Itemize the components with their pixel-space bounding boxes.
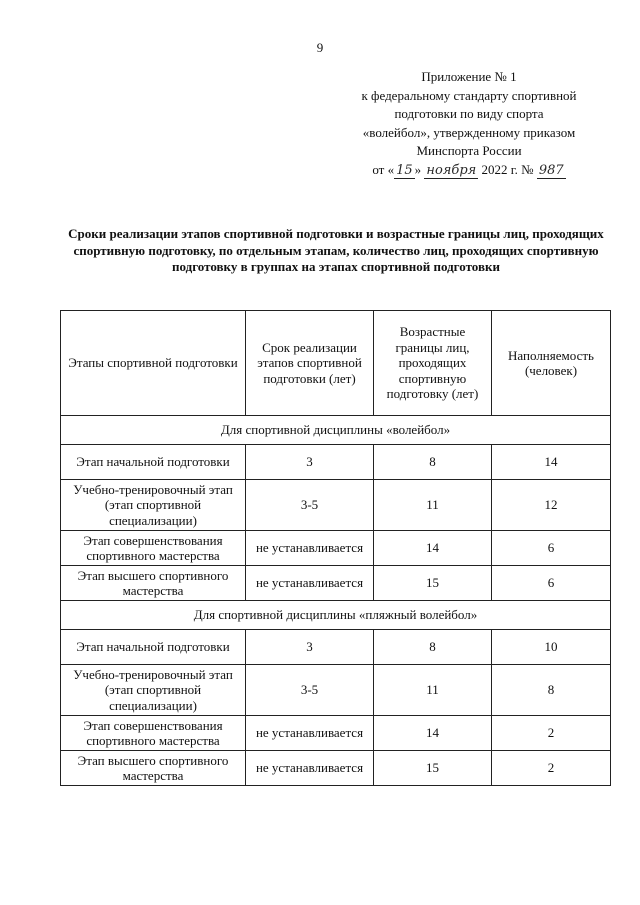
handwritten-order-number: 987 bbox=[538, 162, 564, 178]
cell-stage: Учебно-тренировочный этап (этап спортивной специализации) bbox=[61, 480, 246, 531]
cell-duration: 3-5 bbox=[246, 480, 374, 531]
table-header-row bbox=[61, 311, 611, 416]
document-heading: Сроки реализации этапов спортивной подготовки и возрастные границы лиц, проходящих спортивную подготовку, по отдельным этапам, количество лиц, проходящих спортивную подготовку в группах на этапах спортивной подготовки bbox=[68, 226, 604, 274]
cell-capacity: 6 bbox=[492, 531, 611, 566]
table-row bbox=[61, 480, 611, 531]
cell-age: 8 bbox=[374, 630, 492, 665]
page-number: 9 bbox=[316, 40, 324, 55]
table-row bbox=[61, 630, 611, 665]
appendix-line-3: подготовки по виду спорта bbox=[394, 106, 544, 121]
handwritten-month: ноября bbox=[426, 162, 477, 178]
section-title: Для спортивной дисциплины «пляжный волейбол» bbox=[61, 601, 611, 630]
header-capacity: Наполняемость (человек) bbox=[492, 311, 611, 416]
cell-age: 14 bbox=[374, 716, 492, 751]
cell-capacity: 2 bbox=[492, 716, 611, 751]
cell-age: 11 bbox=[374, 480, 492, 531]
cell-age: 11 bbox=[374, 665, 492, 716]
table-row bbox=[61, 566, 611, 601]
cell-duration: не устанавливается bbox=[246, 566, 374, 601]
cell-stage: Этап совершенствования спортивного мастерства bbox=[61, 531, 246, 566]
appendix-block bbox=[330, 68, 608, 180]
header-stages: Этапы спортивной подготовки bbox=[61, 311, 246, 416]
header-age-limits: Возрастные границы лиц, проходящих спортивную подготовку (лет) bbox=[374, 311, 492, 416]
cell-stage: Этап начальной подготовки bbox=[61, 445, 246, 480]
cell-stage: Этап высшего спортивного мастерства bbox=[61, 566, 246, 601]
cell-capacity: 6 bbox=[492, 566, 611, 601]
handwritten-day: 15 bbox=[396, 162, 413, 178]
table-row bbox=[61, 665, 611, 716]
cell-age: 14 bbox=[374, 531, 492, 566]
section-row bbox=[61, 416, 611, 445]
order-date-line bbox=[330, 161, 608, 181]
cell-stage: Этап совершенствования спортивного мастерства bbox=[61, 716, 246, 751]
appendix-line-1: Приложение № 1 bbox=[421, 69, 517, 84]
section-row bbox=[61, 601, 611, 630]
table-row bbox=[61, 445, 611, 480]
cell-age: 8 bbox=[374, 445, 492, 480]
cell-duration: 3 bbox=[246, 630, 374, 665]
cell-capacity: 12 bbox=[492, 480, 611, 531]
cell-duration: 3-5 bbox=[246, 665, 374, 716]
appendix-line-5: Минспорта России bbox=[416, 143, 522, 158]
appendix-line-4: «волейбол», утвержденному приказом bbox=[362, 124, 576, 140]
appendix-line-2: к федеральному стандарту спортивной bbox=[361, 87, 577, 103]
header-duration: Срок реализации этапов спортивной подготовки (лет) bbox=[246, 311, 374, 416]
cell-capacity: 2 bbox=[492, 751, 611, 786]
cell-capacity: 8 bbox=[492, 665, 611, 716]
date-mid: » bbox=[414, 161, 425, 177]
cell-stage: Этап высшего спортивного мастерства bbox=[61, 751, 246, 786]
cell-stage: Этап начальной подготовки bbox=[61, 630, 246, 665]
cell-age: 15 bbox=[374, 751, 492, 786]
section-title: Для спортивной дисциплины «волейбол» bbox=[61, 416, 611, 445]
table-row bbox=[61, 751, 611, 786]
table-row bbox=[61, 531, 611, 566]
stages-table bbox=[60, 310, 611, 786]
cell-stage: Учебно-тренировочный этап (этап спортивной специализации) bbox=[61, 665, 246, 716]
cell-capacity: 14 bbox=[492, 445, 611, 480]
cell-age: 15 bbox=[374, 566, 492, 601]
cell-duration: не устанавливается bbox=[246, 531, 374, 566]
cell-capacity: 10 bbox=[492, 630, 611, 665]
cell-duration: не устанавливается bbox=[246, 751, 374, 786]
date-prefix: от « bbox=[372, 161, 395, 177]
table-row bbox=[61, 716, 611, 751]
date-suffix: 2022 г. № bbox=[478, 161, 537, 177]
cell-duration: 3 bbox=[246, 445, 374, 480]
cell-duration: не устанавливается bbox=[246, 716, 374, 751]
